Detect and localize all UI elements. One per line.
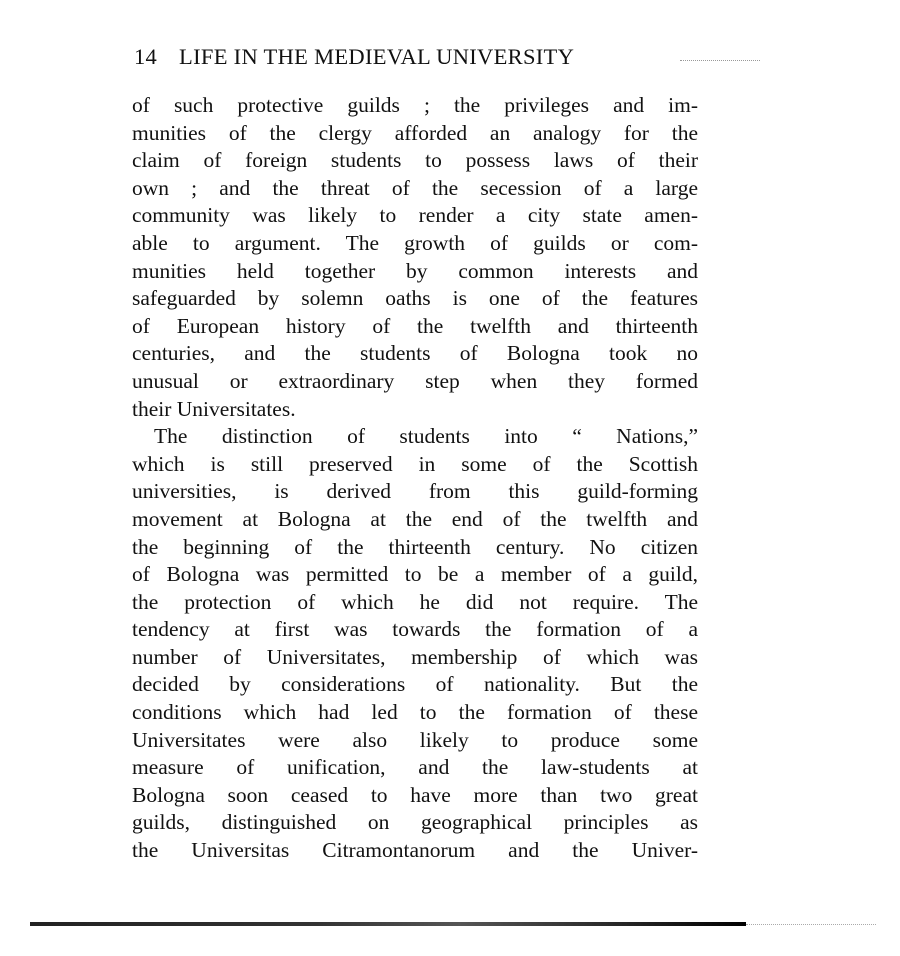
- text-line: Universitates were also likely to produce some: [132, 727, 698, 752]
- running-title: LIFE IN THE MEDIEVAL UNIVERSITY: [179, 44, 575, 69]
- scan-noise: [680, 60, 760, 61]
- text-line: tendency at first was towards the formation of a: [132, 617, 698, 642]
- text-line: of European history of the twelfth and thirteenth: [132, 313, 698, 338]
- text-line: claim of foreign students to possess laws of their: [132, 148, 698, 173]
- text-line: universities, is derived from this guild-forming: [132, 479, 698, 504]
- text-line: of such protective guilds ; the privileges and im-: [132, 93, 698, 117]
- text-line: own ; and the threat of the secession of a large: [132, 175, 698, 200]
- scan-noise: [746, 924, 876, 925]
- text-line: decided by considerations of nationality. But the: [132, 672, 698, 697]
- text-line: munities of the clergy afforded an analogy for the: [132, 120, 698, 145]
- text-line: their Universitates.: [132, 396, 296, 421]
- text-line: guilds, distinguished on geographical principles as: [132, 810, 698, 835]
- text-line: able to argument. The growth of guilds or com-: [132, 230, 698, 255]
- text-line: the protection of which he did not require. The: [132, 589, 698, 614]
- text-line: the Universitas Citramontanorum and the Univer-: [132, 838, 698, 863]
- text-line: conditions which had led to the formation of these: [132, 700, 698, 725]
- text-line: munities held together by common interests and: [132, 258, 698, 283]
- text-line: The distinction of students into “ Nations,”: [154, 424, 698, 449]
- text-line: which is still preserved in some of the Scottish: [132, 451, 698, 476]
- text-line: centuries, and the students of Bologna took no: [132, 341, 698, 366]
- page-number: 14: [134, 44, 158, 69]
- text-line: unusual or extraordinary step when they formed: [132, 368, 698, 393]
- text-line: of Bologna was permitted to be a member of a guild,: [132, 562, 698, 587]
- bottom-rule: [30, 922, 746, 926]
- text-line: number of Universitates, membership of which was: [132, 644, 698, 669]
- text-line: measure of unification, and the law-students at: [132, 755, 698, 780]
- text-line: Bologna soon ceased to have more than two great: [132, 782, 698, 807]
- text-line: community was likely to render a city state amen-: [132, 203, 698, 228]
- text-line: safeguarded by solemn oaths is one of the features: [132, 286, 698, 311]
- text-line: the beginning of the thirteenth century. No citizen: [132, 534, 698, 559]
- body-text: [132, 92, 698, 865]
- running-header: [134, 44, 694, 70]
- text-line: movement at Bologna at the end of the twelfth and: [132, 506, 698, 531]
